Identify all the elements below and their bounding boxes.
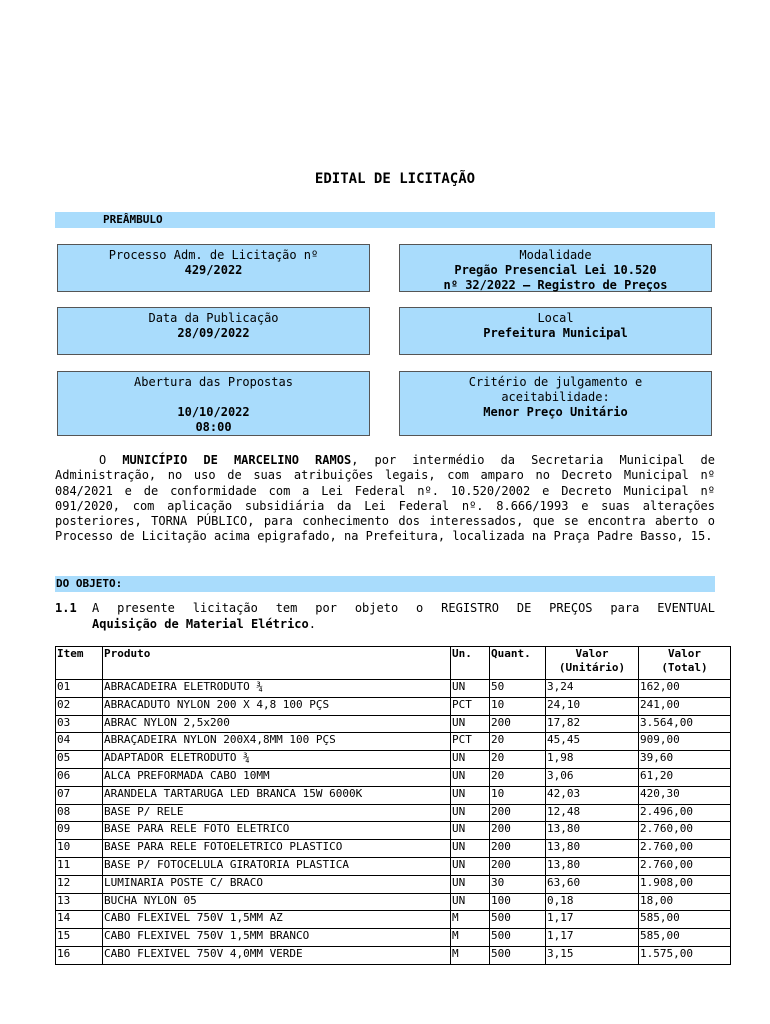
local-box xyxy=(399,307,712,355)
cell-valor-total: 162,00 xyxy=(639,680,731,698)
abertura-label: Abertura das Propostas xyxy=(134,375,293,389)
cell-valor-unitario: 3,24 xyxy=(546,680,639,698)
cell-un: M xyxy=(451,929,490,947)
cell-produto: BASE P/ RELE xyxy=(103,804,451,822)
cell-produto: CABO FLEXIVEL 750V 1,5MM BRANCO xyxy=(103,929,451,947)
criterio-box xyxy=(399,371,712,436)
cell-item: 06 xyxy=(56,768,103,786)
table-row xyxy=(56,875,731,893)
cell-valor-unitario: 24,10 xyxy=(546,697,639,715)
cell-valor-unitario: 45,45 xyxy=(546,733,639,751)
table-row xyxy=(56,768,731,786)
cell-valor-unitario: 17,82 xyxy=(546,715,639,733)
data-publicacao-value: 28/09/2022 xyxy=(177,326,250,340)
cell-item: 09 xyxy=(56,822,103,840)
cell-un: UN xyxy=(451,786,490,804)
cell-valor-total: 1.908,00 xyxy=(639,875,731,893)
cell-valor-unitario: 1,17 xyxy=(546,911,639,929)
cell-un: UN xyxy=(451,857,490,875)
cell-un: UN xyxy=(451,822,490,840)
cell-valor-total: 39,60 xyxy=(639,751,731,769)
table-row xyxy=(56,840,731,858)
objeto-bold: Aquisição de Material Elétrico xyxy=(92,617,309,631)
modalidade-box xyxy=(399,244,712,292)
cell-un: PCT xyxy=(451,697,490,715)
table-row xyxy=(56,715,731,733)
table-row xyxy=(56,786,731,804)
cell-produto: LUMINARIA POSTE C/ BRACO xyxy=(103,875,451,893)
cell-produto: ABRAÇADEIRA NYLON 200X4,8MM 100 PÇS xyxy=(103,733,451,751)
cell-quant: 200 xyxy=(490,840,546,858)
cell-quant: 20 xyxy=(490,733,546,751)
table-row xyxy=(56,751,731,769)
table-row xyxy=(56,733,731,751)
objeto-text: A presente licitação tem por objeto o REGISTRO DE PREÇOS para EVENTUAL xyxy=(92,601,715,615)
table-header-row xyxy=(56,647,731,680)
processo-label: Processo Adm. de Licitação nº xyxy=(108,248,319,262)
modalidade-value-1: Pregão Presencial Lei 10.520 xyxy=(454,263,657,277)
table-row xyxy=(56,946,731,964)
table-row xyxy=(56,893,731,911)
cell-quant: 10 xyxy=(490,697,546,715)
intro-municipio: MUNICÍPIO DE MARCELINO RAMOS xyxy=(122,453,352,467)
table-row xyxy=(56,804,731,822)
header-valor-total xyxy=(639,647,731,680)
cell-valor-unitario: 0,18 xyxy=(546,893,639,911)
cell-valor-unitario: 1,98 xyxy=(546,751,639,769)
cell-produto: ABRACADUTO NYLON 200 X 4,8 100 PÇS xyxy=(103,697,451,715)
cell-item: 16 xyxy=(56,946,103,964)
items-table xyxy=(55,646,731,965)
cell-item: 07 xyxy=(56,786,103,804)
table-row xyxy=(56,929,731,947)
cell-item: 12 xyxy=(56,875,103,893)
data-publicacao-label: Data da Publicação xyxy=(148,311,279,325)
cell-produto: BASE PARA RELE FOTO ELETRICO xyxy=(103,822,451,840)
cell-item: 15 xyxy=(56,929,103,947)
intro-paragraph xyxy=(55,453,715,545)
cell-un: PCT xyxy=(451,733,490,751)
cell-quant: 200 xyxy=(490,715,546,733)
cell-valor-total: 2.496,00 xyxy=(639,804,731,822)
objeto-end: . xyxy=(308,617,316,631)
header-produto: Produto xyxy=(103,647,451,680)
abertura-box xyxy=(57,371,370,436)
objeto-heading: DO OBJETO: xyxy=(56,577,123,590)
cell-item: 05 xyxy=(56,751,103,769)
cell-quant: 50 xyxy=(490,680,546,698)
cell-valor-total: 585,00 xyxy=(639,929,731,947)
preambulo-label: PREÂMBULO xyxy=(103,213,163,226)
cell-produto: CABO FLEXIVEL 750V 1,5MM AZ xyxy=(103,911,451,929)
header-item: Item xyxy=(56,647,103,680)
cell-valor-unitario: 3,06 xyxy=(546,768,639,786)
header-quant: Quant. xyxy=(490,647,546,680)
cell-item: 14 xyxy=(56,911,103,929)
cell-quant: 200 xyxy=(490,822,546,840)
modalidade-label: Modalidade xyxy=(519,248,592,262)
intro-o: O xyxy=(99,453,123,467)
cell-valor-total: 18,00 xyxy=(639,893,731,911)
cell-quant: 100 xyxy=(490,893,546,911)
cell-quant: 30 xyxy=(490,875,546,893)
cell-valor-unitario: 13,80 xyxy=(546,840,639,858)
cell-produto: ABRACADEIRA ELETRODUTO ¾ xyxy=(103,680,451,698)
header-valor-unitario xyxy=(546,647,639,680)
table-row xyxy=(56,911,731,929)
cell-produto: BUCHA NYLON 05 xyxy=(103,893,451,911)
cell-item: 10 xyxy=(56,840,103,858)
cell-valor-unitario: 42,03 xyxy=(546,786,639,804)
processo-box xyxy=(57,244,370,292)
cell-valor-total: 1.575,00 xyxy=(639,946,731,964)
table-row xyxy=(56,697,731,715)
document-title: EDITAL DE LICITAÇÃO xyxy=(314,171,476,187)
local-label: Local xyxy=(537,311,574,325)
cell-valor-unitario: 3,15 xyxy=(546,946,639,964)
cell-produto: BASE PARA RELE FOTOELETRICO PLASTICO xyxy=(103,840,451,858)
modalidade-value-2: nº 32/2022 – Registro de Preços xyxy=(443,278,668,292)
cell-produto: ADAPTADOR ELETRODUTO ¾ xyxy=(103,751,451,769)
cell-valor-unitario: 12,48 xyxy=(546,804,639,822)
cell-produto: ALCA PREFORMADA CABO 10MM xyxy=(103,768,451,786)
cell-un: UN xyxy=(451,751,490,769)
criterio-label-2: aceitabilidade: xyxy=(501,390,610,404)
criterio-value: Menor Preço Unitário xyxy=(483,405,628,419)
cell-un: UN xyxy=(451,715,490,733)
cell-valor-total: 585,00 xyxy=(639,911,731,929)
header-valor-total-2: (Total) xyxy=(661,661,708,674)
cell-item: 01 xyxy=(56,680,103,698)
cell-un: UN xyxy=(451,875,490,893)
header-valor-total-1: Valor xyxy=(667,647,702,660)
cell-quant: 20 xyxy=(490,768,546,786)
cell-un: UN xyxy=(451,804,490,822)
cell-valor-total: 241,00 xyxy=(639,697,731,715)
cell-valor-total: 909,00 xyxy=(639,733,731,751)
cell-un: M xyxy=(451,911,490,929)
cell-un: UN xyxy=(451,840,490,858)
cell-item: 08 xyxy=(56,804,103,822)
cell-item: 11 xyxy=(56,857,103,875)
table-row xyxy=(56,680,731,698)
cell-valor-unitario: 1,17 xyxy=(546,929,639,947)
preambulo-band xyxy=(55,212,715,228)
cell-item: 04 xyxy=(56,733,103,751)
cell-quant: 200 xyxy=(490,857,546,875)
cell-produto: ABRAC NYLON 2,5x200 xyxy=(103,715,451,733)
cell-produto: ARANDELA TARTARUGA LED BRANCA 15W 6000K xyxy=(103,786,451,804)
objeto-band xyxy=(55,576,715,592)
cell-un: UN xyxy=(451,680,490,698)
cell-item: 02 xyxy=(56,697,103,715)
cell-item: 13 xyxy=(56,893,103,911)
abertura-time: 08:00 xyxy=(195,420,232,434)
cell-quant: 500 xyxy=(490,946,546,964)
cell-produto: BASE P/ FOTOCELULA GIRATORIA PLASTICA xyxy=(103,857,451,875)
processo-value: 429/2022 xyxy=(184,263,243,277)
cell-quant: 500 xyxy=(490,929,546,947)
cell-produto: CABO FLEXIVEL 750V 4,0MM VERDE xyxy=(103,946,451,964)
cell-valor-total: 3.564,00 xyxy=(639,715,731,733)
cell-valor-total: 61,20 xyxy=(639,768,731,786)
header-un: Un. xyxy=(451,647,490,680)
cell-un: UN xyxy=(451,768,490,786)
intro-text: , por intermédio da Secretaria Municipal de Administração, no uso de suas atribuições legais, com amparo no Decreto Municipal nº 084/2021 e de conformidade com a Lei Federal nº. 10.520/2002 e Decreto Municipal nº 091/2020, com aplicação subsidiária da Lei Federal nº. 8.666/1993 e suas alterações posteriores, TORNA PÚBLICO, para conhecimento dos interessados, que se encontra aberto o Processo de Licitação acima epigrafado, na Prefeitura, localizada na Praça Padre Basso, 15. xyxy=(55,453,715,544)
header-valor-unitario-2: (Unitário) xyxy=(558,661,626,674)
table-row xyxy=(56,857,731,875)
table-row xyxy=(56,822,731,840)
cell-quant: 10 xyxy=(490,786,546,804)
cell-valor-total: 2.760,00 xyxy=(639,822,731,840)
header-valor-unitario-1: Valor xyxy=(575,647,609,660)
objeto-clause xyxy=(55,600,715,632)
cell-un: UN xyxy=(451,893,490,911)
cell-valor-total: 420,30 xyxy=(639,786,731,804)
cell-quant: 200 xyxy=(490,804,546,822)
cell-valor-total: 2.760,00 xyxy=(639,857,731,875)
cell-un: M xyxy=(451,946,490,964)
cell-quant: 500 xyxy=(490,911,546,929)
cell-valor-unitario: 13,80 xyxy=(546,822,639,840)
cell-valor-unitario: 13,80 xyxy=(546,857,639,875)
objeto-number: 1.1 xyxy=(55,601,77,615)
criterio-label-1: Critério de julgamento e xyxy=(468,375,643,389)
cell-quant: 20 xyxy=(490,751,546,769)
cell-valor-unitario: 63,60 xyxy=(546,875,639,893)
cell-item: 03 xyxy=(56,715,103,733)
cell-valor-total: 2.760,00 xyxy=(639,840,731,858)
abertura-date: 10/10/2022 xyxy=(177,405,250,419)
local-value: Prefeitura Municipal xyxy=(483,326,628,340)
data-publicacao-box xyxy=(57,307,370,355)
